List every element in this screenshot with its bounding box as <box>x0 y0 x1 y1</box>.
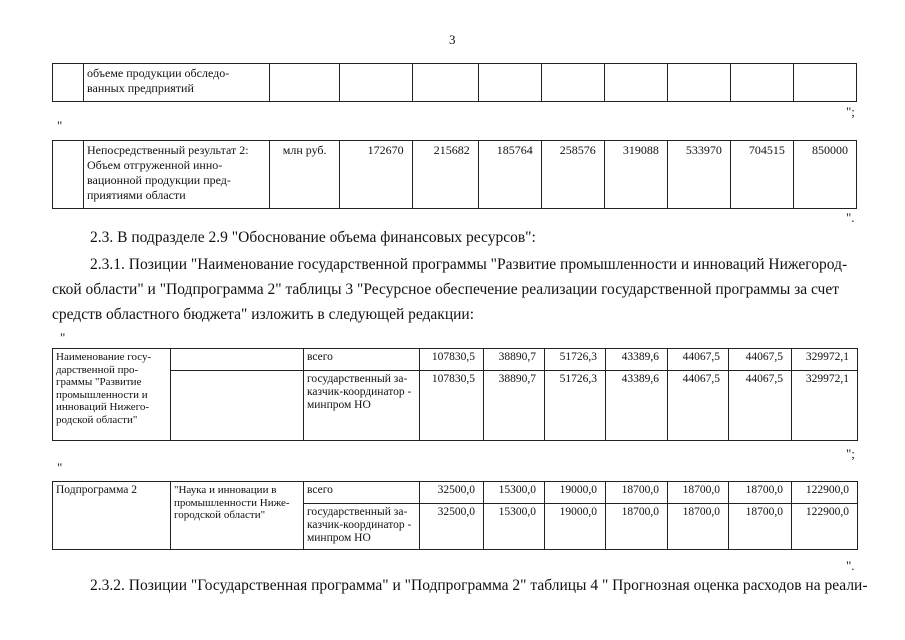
closing-quote: ". <box>846 558 855 573</box>
program-name-cell: Наименование госу-дарственной про-граммы "Развитие промышленности и инноваций Нижего-родской области" <box>53 349 171 441</box>
opening-quote: " <box>60 330 66 345</box>
section-heading: 2.3. В подразделе 2.9 "Обоснование объема финансовых ресурсов": <box>90 229 536 246</box>
subprogram-title-cell: "Наука и инновации в промышленности Ниже-городской области" <box>171 482 304 550</box>
value-cell: 172670 <box>340 141 412 209</box>
closing-quote: "; <box>846 446 855 461</box>
value-cell: 18700,0 <box>729 504 792 550</box>
opening-quote: " <box>57 118 63 133</box>
closing-quote: "; <box>846 104 855 119</box>
unit-cell: млн руб. <box>270 141 340 209</box>
value-cell: 15300,0 <box>484 482 545 504</box>
paragraph-line: 2.3.2. Позиции "Государственная программа" и "Подпрограмма 2" таблицы 4 " Прогнозная оценка расходов на реали- <box>90 577 868 594</box>
value-cell: 44067,5 <box>668 349 729 371</box>
table-row <box>53 482 858 504</box>
page-number: 3 <box>449 32 456 47</box>
value-cell: 704515 <box>730 141 793 209</box>
value-cell: 44067,5 <box>729 371 792 441</box>
table-row <box>53 371 858 441</box>
value-cell: 185764 <box>478 141 541 209</box>
table-cell <box>412 64 478 102</box>
table-cell <box>171 371 304 441</box>
paragraph-line: 2.3.1. Позиции "Наименование государственной программы "Развитие промышленности и инноваций Нижегород- <box>90 256 848 273</box>
value-cell: 51726,3 <box>545 371 606 441</box>
table-cell <box>53 141 84 209</box>
table-cell <box>667 64 730 102</box>
value-cell: 18700,0 <box>668 504 729 550</box>
value-cell: 329972,1 <box>792 349 858 371</box>
table-cell: объеме продукции обследо-ванных предприятий <box>84 64 270 102</box>
subprogram-name-cell: Подпрограмма 2 <box>53 482 171 550</box>
funding-source-cell: государственный за-казчик-координатор - минпром НО <box>304 504 420 550</box>
value-cell: 18700,0 <box>606 504 668 550</box>
value-cell: 18700,0 <box>668 482 729 504</box>
value-cell: 19000,0 <box>545 504 606 550</box>
table-c <box>52 348 858 441</box>
table-cell <box>730 64 793 102</box>
table-row <box>53 349 858 371</box>
table-cell <box>270 64 340 102</box>
value-cell: 850000 <box>793 141 856 209</box>
value-cell: 258576 <box>541 141 604 209</box>
value-cell: 38890,7 <box>484 349 545 371</box>
value-cell: 18700,0 <box>729 482 792 504</box>
table-cell <box>478 64 541 102</box>
value-cell: 15300,0 <box>484 504 545 550</box>
result-label: Непосредственный результат 2: Объем отгруженной инно-вационной продукции пред-приятиями области <box>84 141 270 209</box>
table-cell <box>340 64 412 102</box>
value-cell: 51726,3 <box>545 349 606 371</box>
value-cell: 319088 <box>604 141 667 209</box>
value-cell: 215682 <box>412 141 478 209</box>
closing-quote: ". <box>846 210 855 225</box>
table-row <box>53 141 857 209</box>
funding-source-cell: всего <box>304 482 420 504</box>
value-cell: 19000,0 <box>545 482 606 504</box>
value-cell: 43389,6 <box>606 371 668 441</box>
value-cell: 107830,5 <box>420 349 484 371</box>
value-cell: 44067,5 <box>668 371 729 441</box>
table-a <box>52 63 857 102</box>
value-cell: 32500,0 <box>420 482 484 504</box>
value-cell: 329972,1 <box>792 371 858 441</box>
table-cell <box>541 64 604 102</box>
paragraph-line: ской области" и "Подпрограмма 2" таблицы 3 "Ресурсное обеспечение реализации государственной программы за счет <box>52 281 840 298</box>
funding-source-cell: всего <box>304 349 420 371</box>
value-cell: 32500,0 <box>420 504 484 550</box>
opening-quote: " <box>57 460 63 475</box>
table-cell <box>171 349 304 371</box>
funding-source-cell: государственный за-казчик-координатор - минпром НО <box>304 371 420 441</box>
value-cell: 122900,0 <box>792 504 858 550</box>
table-row <box>53 64 857 102</box>
value-cell: 107830,5 <box>420 371 484 441</box>
value-cell: 44067,5 <box>729 349 792 371</box>
value-cell: 533970 <box>667 141 730 209</box>
value-cell: 38890,7 <box>484 371 545 441</box>
table-cell <box>53 64 84 102</box>
value-cell: 18700,0 <box>606 482 668 504</box>
paragraph-line: средств областного бюджета" изложить в следующей редакции: <box>52 306 475 323</box>
table-cell <box>793 64 856 102</box>
table-b <box>52 140 857 209</box>
value-cell: 43389,6 <box>606 349 668 371</box>
table-d <box>52 481 858 550</box>
table-cell <box>604 64 667 102</box>
value-cell: 122900,0 <box>792 482 858 504</box>
